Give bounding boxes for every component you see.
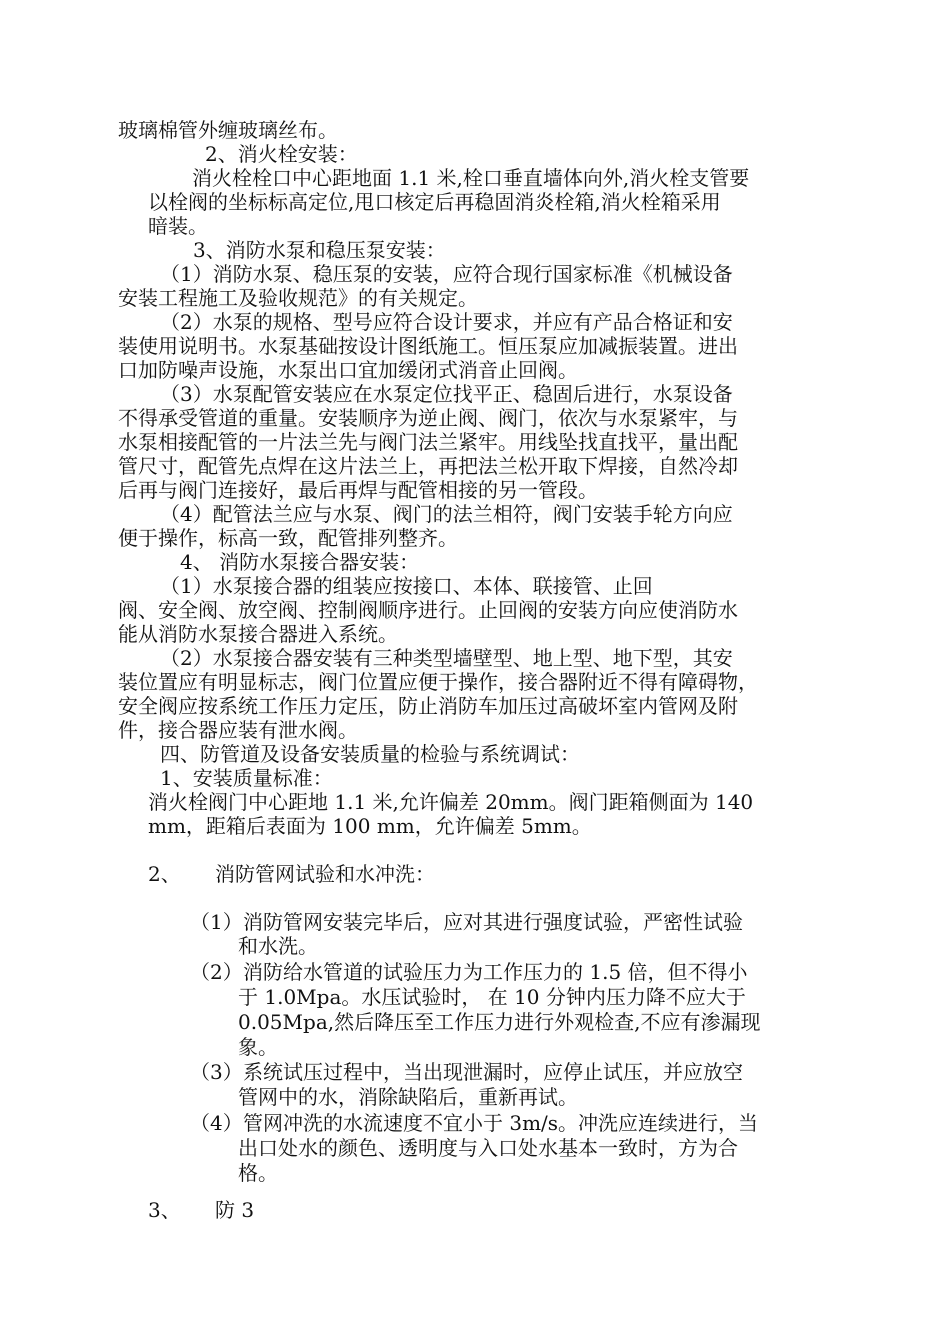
section-heading: 防 3 xyxy=(215,1198,255,1222)
list-marker: （2） xyxy=(190,960,243,984)
list-marker: （1） xyxy=(190,910,243,934)
text-line: 以栓阀的坐标标高定位,甩口核定后再稳固消炎栓箱,消火栓箱采用 xyxy=(148,190,721,214)
list-item-text: 系统试压过程中，当出现泄漏时，应停止试压，并应放空 xyxy=(243,1060,743,1084)
text-line: （1）水泵接合器的组装应按接口、本体、联接管、止回 xyxy=(160,574,653,598)
text-line: （1）消防水泵、稳压泵的安装，应符合现行国家标准《机械设备 xyxy=(160,262,733,286)
text-line: 玻璃棉管外缠玻璃丝布。 xyxy=(118,118,338,142)
section-heading: 消防管网试验和水冲洗： xyxy=(215,862,435,886)
list-item-text: 于 1.0Mpa。水压试验时， 在 10 分钟内压力降不应大于 xyxy=(238,985,746,1009)
section-heading: 4、 消防水泵接合器安装： xyxy=(180,550,420,574)
text-line: 消火栓栓口中心距地面 1.1 米,栓口垂直墙体向外,消火栓支管要 xyxy=(192,166,750,190)
text-line: （4）配管法兰应与水泵、阀门的法兰相符，阀门安装手轮方向应 xyxy=(160,502,733,526)
list-item-text: 消防给水管道的试验压力为工作压力的 1.5 倍，但不得小 xyxy=(243,960,748,984)
text-line: （2）水泵接合器安装有三种类型墙壁型、地上型、地下型，其安 xyxy=(160,646,733,670)
text-line: 安全阀应按系统工作压力定压，防止消防车加压过高破坏室内管网及附 xyxy=(118,694,738,718)
text-line: 管尺寸，配管先点焊在这片法兰上，再把法兰松开取下焊接，自然冷却 xyxy=(118,454,738,478)
text-line: 暗装。 xyxy=(148,214,208,238)
text-line: 能从消防水泵接合器进入系统。 xyxy=(118,622,398,646)
text-line: 口加防噪声设施，水泵出口宜加缓闭式消音止回阀。 xyxy=(118,358,578,382)
list-item-text: 和水洗。 xyxy=(238,934,318,958)
text-line: 安装工程施工及验收规范》的有关规定。 xyxy=(118,286,478,310)
text-line: 便于操作，标高一致，配管排列整齐。 xyxy=(118,526,458,550)
section-number: 3、 xyxy=(148,1198,181,1222)
list-item-text: 管网中的水，消除缺陷后，重新再试。 xyxy=(238,1085,578,1109)
list-item-text: 格。 xyxy=(238,1161,278,1185)
section-heading: 2、消火栓安装： xyxy=(205,142,358,166)
section-heading: 1、安装质量标准： xyxy=(160,766,333,790)
section-heading: 3、消防水泵和稳压泵安装： xyxy=(193,238,446,262)
text-line: mm，距箱后表面为 100 mm，允许偏差 5mm。 xyxy=(148,814,592,838)
list-item-text: 象。 xyxy=(238,1035,278,1059)
text-line: 水泵相接配管的一片法兰先与阀门法兰紧牢。用线坠找直找平，量出配 xyxy=(118,430,738,454)
list-marker: （3） xyxy=(190,1060,243,1084)
list-item-text: 消防管网安装完毕后，应对其进行强度试验，严密性试验 xyxy=(243,910,743,934)
text-line: （3）水泵配管安装应在水泵定位找平正、稳固后进行，水泵设备 xyxy=(160,382,733,406)
text-line: 消火栓阀门中心距地 1.1 米,允许偏差 20mm。阀门距箱侧面为 140 xyxy=(148,790,754,814)
text-line: （2）水泵的规格、型号应符合设计要求，并应有产品合格证和安 xyxy=(160,310,733,334)
list-marker: （4） xyxy=(190,1111,243,1135)
text-line: 装使用说明书。水泵基础按设计图纸施工。恒压泵应加减振装置。进出 xyxy=(118,334,738,358)
text-line: 件，接合器应装有泄水阀。 xyxy=(118,718,358,742)
text-line: 后再与阀门连接好，最后再焊与配管相接的另一管段。 xyxy=(118,478,598,502)
list-item-text: 0.05Mpa,然后降压至工作压力进行外观检查,不应有渗漏现 xyxy=(238,1010,761,1034)
text-line: 不得承受管道的重量。安装顺序为逆止阀、阀门，依次与水泵紧牢，与 xyxy=(118,406,738,430)
list-item-text: 出口处水的颜色、透明度与入口处水基本一致时，方为合 xyxy=(238,1136,738,1160)
section-number: 2、 xyxy=(148,862,181,886)
list-item-text: 管网冲洗的水流速度不宜小于 3m/s。冲洗应连续进行，当 xyxy=(243,1111,759,1135)
text-line: 阀、安全阀、放空阀、控制阀顺序进行。止回阀的安装方向应使消防水 xyxy=(118,598,738,622)
section-heading: 四、防管道及设备安装质量的检验与系统调试： xyxy=(160,742,580,766)
text-line: 装位置应有明显标志，阀门位置应便于操作，接合器附近不得有障碍物， xyxy=(118,670,758,694)
